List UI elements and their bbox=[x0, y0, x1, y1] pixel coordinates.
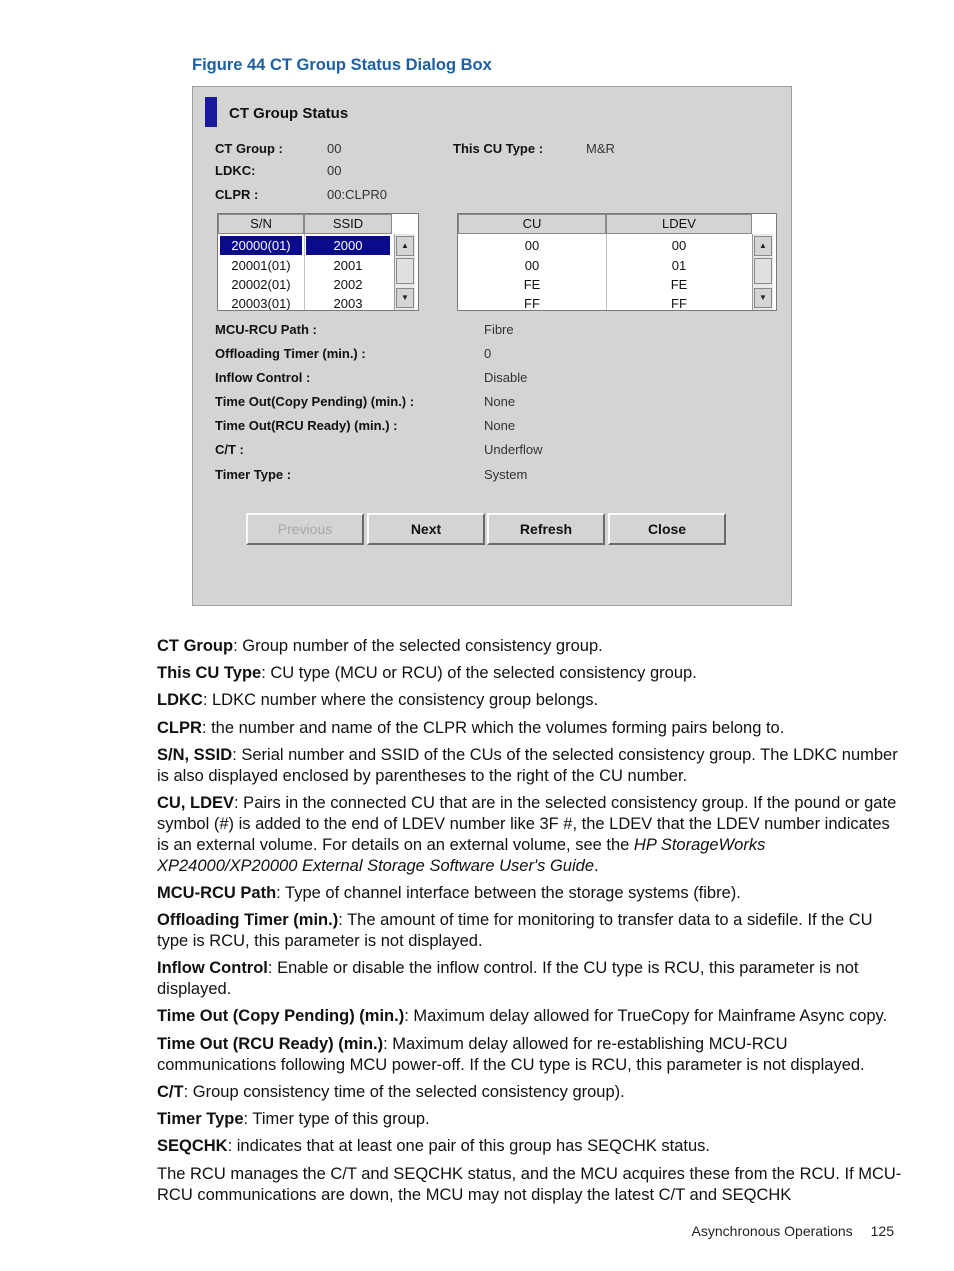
table-cell[interactable]: 00 bbox=[524, 238, 540, 253]
desc: : Type of channel interface between the storage systems (fibre). bbox=[276, 884, 741, 902]
column-divider bbox=[304, 234, 305, 310]
desc: : Timer type of this group. bbox=[243, 1110, 430, 1128]
table-cell[interactable]: FF bbox=[524, 296, 540, 311]
clpr-value: 00:CLPR0 bbox=[327, 187, 387, 202]
timer-type-label: Timer Type : bbox=[215, 467, 292, 482]
table-cell[interactable]: 20000(01) bbox=[220, 236, 302, 255]
term: Time Out (RCU Ready) (min.) bbox=[157, 1035, 384, 1053]
table-cell[interactable]: 2000 bbox=[306, 236, 390, 255]
previous-button[interactable]: Previous bbox=[246, 513, 364, 545]
para-timeout-copy-pending bbox=[157, 1006, 887, 1027]
cu-column-header[interactable]: CU bbox=[458, 214, 606, 234]
para-inflow-control bbox=[157, 958, 902, 1000]
sn-column-header[interactable]: S/N bbox=[218, 214, 304, 234]
ssid-column-header[interactable]: SSID bbox=[304, 214, 392, 234]
dialog-title: CT Group Status bbox=[229, 105, 349, 122]
scroll-thumb[interactable] bbox=[396, 258, 414, 284]
desc: : Group consistency time of the selected consistency group). bbox=[183, 1083, 625, 1101]
term: S/N, SSID bbox=[157, 746, 233, 764]
sn-ssid-table[interactable] bbox=[217, 213, 419, 311]
desc: : the number and name of the CLPR which the volumes forming pairs belong to. bbox=[201, 719, 785, 737]
para-mcu-rcu-path bbox=[157, 883, 741, 904]
term: Time Out (Copy Pending) (min.) bbox=[157, 1007, 405, 1025]
ct-group-status-dialog bbox=[192, 86, 792, 606]
term: LDKC bbox=[157, 691, 203, 709]
scroll-down-icon[interactable]: ▼ bbox=[396, 288, 414, 308]
term: Timer Type bbox=[157, 1110, 244, 1128]
ldkc-label: LDKC: bbox=[215, 163, 256, 178]
page-footer bbox=[692, 1223, 894, 1239]
ldev-column-header[interactable]: LDEV bbox=[606, 214, 752, 234]
table-cell[interactable]: 00 bbox=[524, 258, 540, 273]
footer-section: Asynchronous Operations bbox=[691, 1223, 853, 1239]
cu-table-scrollbar[interactable] bbox=[752, 234, 773, 310]
para-sn-ssid bbox=[157, 745, 902, 787]
desc: : Maximum delay allowed for TrueCopy for Mainframe Async copy. bbox=[404, 1007, 888, 1025]
para-ct-group bbox=[157, 636, 603, 657]
table-cell[interactable]: 2001 bbox=[333, 258, 363, 273]
term: Offloading Timer (min.) bbox=[157, 911, 339, 929]
table-cell[interactable]: 2003 bbox=[333, 296, 363, 311]
refresh-button[interactable]: Refresh bbox=[487, 513, 605, 545]
para-ldkc bbox=[157, 690, 598, 711]
desc: : Enable or disable the inflow control. If the CU type is RCU, this parameter is not displayed. bbox=[157, 959, 859, 998]
cu-type-value: M&R bbox=[586, 141, 615, 156]
table-cell[interactable]: 20001(01) bbox=[231, 258, 291, 273]
offloading-timer-value: 0 bbox=[484, 346, 492, 361]
desc: The RCU manages the C/T and SEQCHK status, and the MCU acquires these from the RCU. If MCU-RCU communications are down, the MCU may not display the latest C/T and SEQCHK bbox=[157, 1165, 902, 1204]
sn-table-scrollbar[interactable] bbox=[394, 234, 415, 310]
cu-ldev-table[interactable] bbox=[457, 213, 777, 311]
ct-label: C/T : bbox=[215, 442, 244, 457]
scroll-up-icon[interactable]: ▲ bbox=[754, 236, 772, 256]
desc-tail: . bbox=[594, 857, 599, 875]
guide-title: HP StorageWorks XP24000/XP20000 External Storage Software User's Guide bbox=[157, 836, 766, 875]
table-cell[interactable]: 2002 bbox=[333, 277, 363, 292]
next-button[interactable]: Next bbox=[367, 513, 485, 545]
scroll-thumb[interactable] bbox=[754, 258, 772, 284]
para-rcu-manages bbox=[157, 1164, 902, 1206]
term: C/T bbox=[157, 1083, 184, 1101]
page-number: 125 bbox=[870, 1223, 894, 1239]
term: CU, LDEV bbox=[157, 794, 235, 812]
desc: : indicates that at least one pair of this group has SEQCHK status. bbox=[227, 1137, 711, 1155]
ct-group-label: CT Group : bbox=[215, 141, 283, 156]
inflow-control-label: Inflow Control : bbox=[215, 370, 311, 385]
table-cell[interactable]: 00 bbox=[671, 238, 687, 253]
cu-type-label: This CU Type : bbox=[453, 141, 544, 156]
para-cu-ldev bbox=[157, 793, 902, 877]
term: CLPR bbox=[157, 719, 202, 737]
ldkc-value: 00 bbox=[327, 163, 342, 178]
table-cell[interactable]: FE bbox=[523, 277, 541, 292]
timer-type-value: System bbox=[484, 467, 528, 482]
inflow-control-value: Disable bbox=[484, 370, 528, 385]
timeout-rcu-ready-value: None bbox=[484, 418, 516, 433]
ct-group-value: 00 bbox=[327, 141, 342, 156]
column-divider bbox=[606, 234, 607, 310]
para-this-cu-type bbox=[157, 663, 697, 684]
para-clpr bbox=[157, 718, 784, 739]
table-cell[interactable]: 01 bbox=[671, 258, 687, 273]
desc: : Serial number and SSID of the CUs of the selected consistency group. The LDKC number is also displayed enclosed by parentheses to the right of the CU number. bbox=[157, 746, 898, 785]
title-marker bbox=[205, 97, 217, 127]
desc: : Maximum delay allowed for re-establishing MCU-RCU communications following MCU power-off. If the CU type is RCU, this parameter is not displayed. bbox=[157, 1035, 865, 1074]
ct-value: Underflow bbox=[484, 442, 543, 457]
mcu-rcu-path-value: Fibre bbox=[484, 322, 514, 337]
table-cell[interactable]: 20002(01) bbox=[231, 277, 291, 292]
term: SEQCHK bbox=[157, 1137, 228, 1155]
desc: : CU type (MCU or RCU) of the selected consistency group. bbox=[261, 664, 697, 682]
clpr-label: CLPR : bbox=[215, 187, 259, 202]
para-timeout-rcu-ready bbox=[157, 1034, 902, 1076]
term: CT Group bbox=[157, 637, 234, 655]
timeout-copy-pending-value: None bbox=[484, 394, 516, 409]
scroll-down-icon[interactable]: ▼ bbox=[754, 288, 772, 308]
table-cell[interactable]: 20003(01) bbox=[231, 296, 291, 311]
table-cell[interactable]: FE bbox=[670, 277, 688, 292]
para-seqchk bbox=[157, 1136, 710, 1157]
para-ct bbox=[157, 1082, 625, 1103]
desc: : The amount of time for monitoring to transfer data to a sidefile. If the CU type is RCU, this parameter is not displayed. bbox=[157, 911, 873, 950]
timeout-rcu-ready-label: Time Out(RCU Ready) (min.) : bbox=[215, 418, 398, 433]
table-cell[interactable]: FF bbox=[671, 296, 687, 311]
term: Inflow Control bbox=[157, 959, 268, 977]
figure-caption: Figure 44 CT Group Status Dialog Box bbox=[192, 56, 492, 74]
para-offloading-timer bbox=[157, 910, 902, 952]
offloading-timer-label: Offloading Timer (min.) : bbox=[215, 346, 366, 361]
mcu-rcu-path-label: MCU-RCU Path : bbox=[215, 322, 317, 337]
desc: : Group number of the selected consistency group. bbox=[233, 637, 603, 655]
scroll-up-icon[interactable]: ▲ bbox=[396, 236, 414, 256]
timeout-copy-pending-label: Time Out(Copy Pending) (min.) : bbox=[215, 394, 415, 409]
desc: : LDKC number where the consistency group belongs. bbox=[202, 691, 599, 709]
desc: : Pairs in the connected CU that are in the selected consistency group. If the pound or gate symbol (#) is added to the end of LDEV number like 3F #, the LDEV that the LDEV number indicates is an external volume. For details on an external volume, see the bbox=[157, 794, 897, 854]
term: MCU-RCU Path bbox=[157, 884, 277, 902]
para-timer-type bbox=[157, 1109, 430, 1130]
term: This CU Type bbox=[157, 664, 262, 682]
close-button[interactable]: Close bbox=[608, 513, 726, 545]
